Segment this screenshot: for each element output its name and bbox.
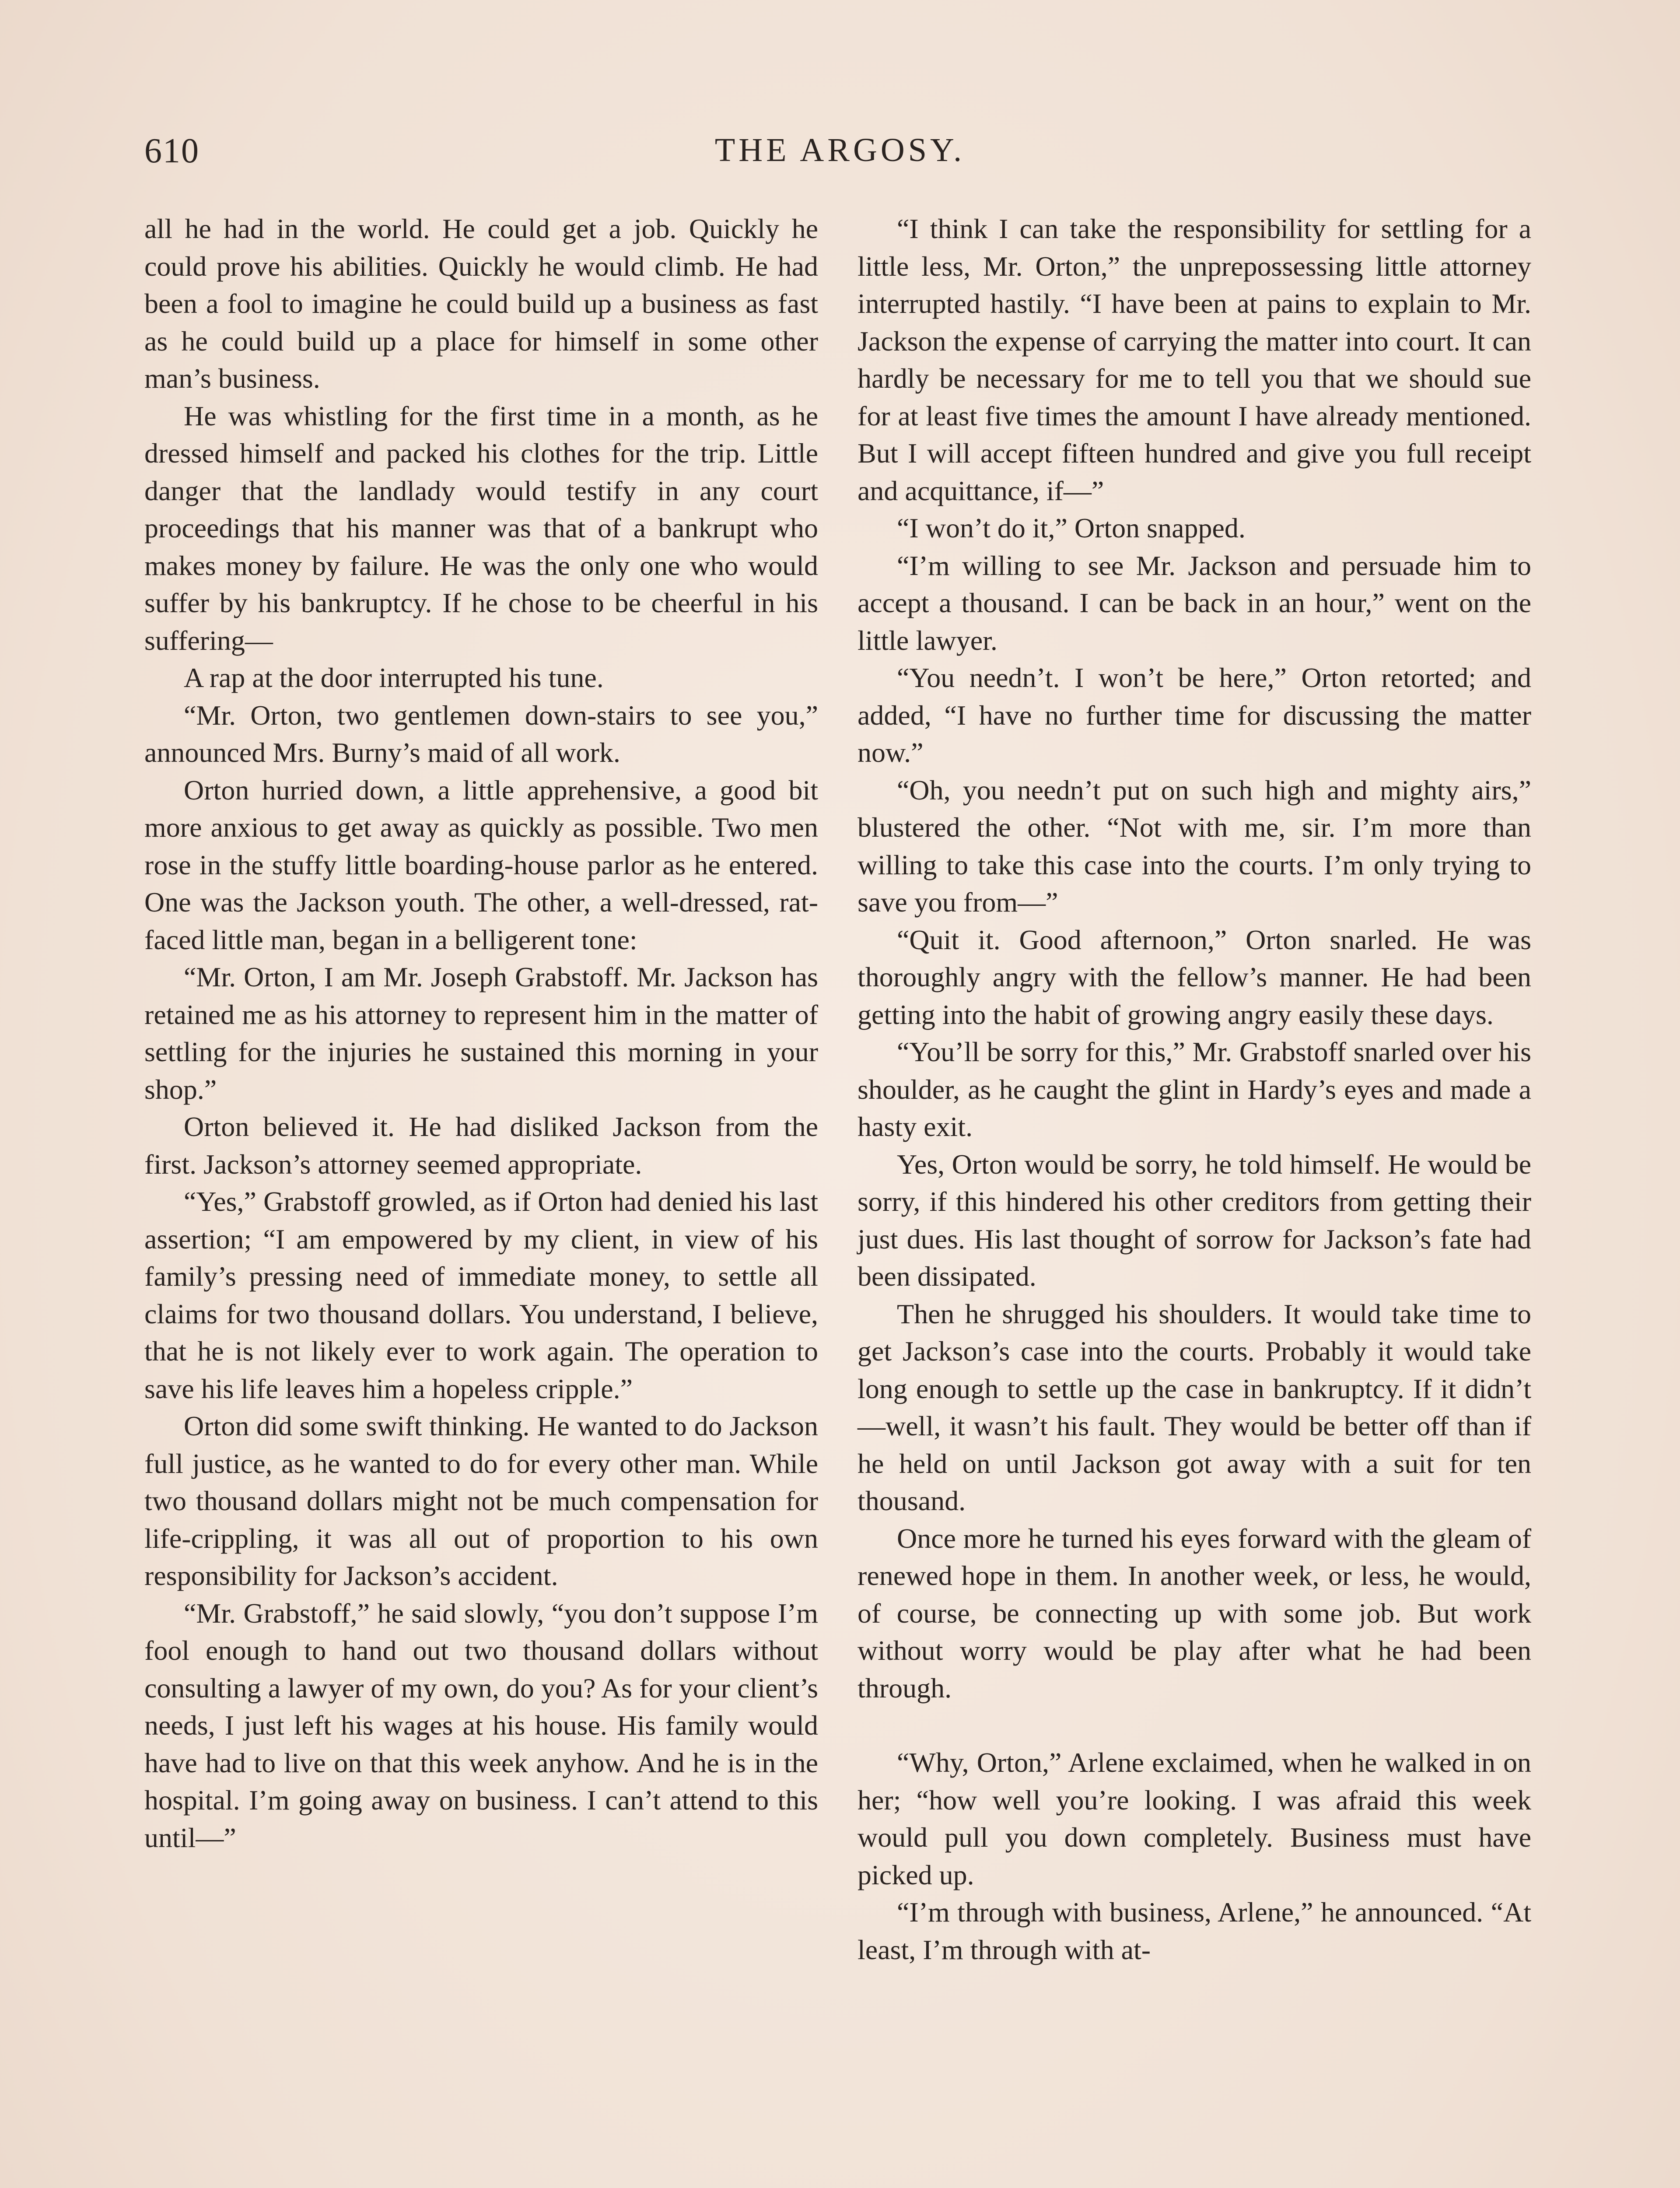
paragraph: “Yes,” Grabstoff growled, as if Orton had denied his last assertion; “I am empowered by my client, in view of his family’s pressing need of immediate money, to settle all claims for two thousand dollars. You understand, I believe, that he is not likely ever to work again. The operation to save his life leaves him a hopeless cripple.” xyxy=(144,1186,818,1404)
paragraph: A rap at the door interrupted his tune. xyxy=(184,662,604,693)
paragraph: “I’m through with business, Arlene,” he announced. “At least, I’m through with at- xyxy=(858,1897,1531,1965)
paragraph: “Mr. Grabstoff,” he said slowly, “you don’t suppose I’m fool enough to hand out two thousand dollars without consulting a lawyer of my own, do you? As for your client’s needs, I just left his wages at his house. His family would have had to live on that this week anyhow. And he is in the hospital. I’m going away on business. I can’t attend to this until—” xyxy=(144,1597,818,1853)
left-column xyxy=(144,210,818,1856)
paragraph: “Mr. Orton, I am Mr. Joseph Grabstoff. Mr. Jackson has retained me as his attorney to represent him in the matter of settling for the injuries he sustained this morning in your shop.” xyxy=(144,961,818,1105)
paragraph: “Quit it. Good afternoon,” Orton snarled. He was thoroughly angry with the fellow’s manner. He had been getting into the habit of growing angry easily these days. xyxy=(858,924,1531,1030)
paragraph: “You needn’t. I won’t be here,” Orton retorted; and added, “I have no further time for discussing the matter now.” xyxy=(858,662,1531,768)
paragraph: “Mr. Orton, two gentlemen down-stairs to see you,” announced Mrs. Burny’s maid of all work. xyxy=(144,699,818,768)
paragraph: Orton did some swift thinking. He wanted to do Jackson full justice, as he wanted to do for every other man. While two thousand dollars might not be much compensation for life-crippling, it was all out of proportion to his own responsibility for Jackson’s accident. xyxy=(144,1410,818,1591)
paragraph: “Oh, you needn’t put on such high and mighty airs,” blustered the other. “Not with me, sir. I’m more than willing to take this case into the courts. I’m only trying to save you from—” xyxy=(858,774,1531,918)
paragraph: all he had in the world. He could get a job. Quickly he could prove his abilities. Quickly he would climb. He had been a fool to imagine he could build up a business as fast as he could build up a place for himself in some other man’s business. xyxy=(144,213,818,394)
paragraph: He was whistling for the first time in a month, as he dressed himself and packed his clothes for the trip. Little danger that the landlady would testify in any court proceedings that his manner was that of a bankrupt who makes money by failure. He was the only one who would suffer by his bankruptcy. If he chose to be cheerful in his suffering— xyxy=(144,400,818,656)
paragraph: Yes, Orton would be sorry, he told himself. He would be sorry, if this hindered his other creditors from getting their just dues. His last thought of sorrow for Jackson’s fate had been dissipated. xyxy=(858,1148,1531,1292)
paragraph: “I won’t do it,” Orton snapped. xyxy=(897,512,1246,543)
right-column xyxy=(858,210,1531,1968)
page-number: 610 xyxy=(144,132,200,170)
paragraph: Orton believed it. He had disliked Jackson from the first. Jackson’s attorney seemed appropriate. xyxy=(144,1111,818,1180)
paragraph: “I think I can take the responsibility for settling for a little less, Mr. Orton,” the unprepossessing little attorney interrupted hastily. “I have been at pains to explain to Mr. Jackson the expense of carrying the matter into court. It can hardly be necessary for me to tell you that we should sue for at least five times the amount I have already mentioned. But I will accept fifteen hundred and give you full receipt and acquittance, if—” xyxy=(858,213,1531,506)
page-header xyxy=(144,131,1536,188)
paragraph: “I’m willing to see Mr. Jackson and persuade him to accept a thousand. I can be back in an hour,” went on the little lawyer. xyxy=(858,550,1531,656)
running-title: THE ARGOSY. xyxy=(714,132,966,168)
paragraph: Orton hurried down, a little apprehensive, a good bit more anxious to get away as quickly as possible. Two men rose in the stuffy little boarding-house parlor as he entered. One was the Jackson youth. The other, a well-dressed, rat-faced little man, began in a belligerent tone: xyxy=(144,774,818,955)
paragraph: “You’ll be sorry for this,” Mr. Grabstoff snarled over his shoulder, as he caught the glint in Hardy’s eyes and made a hasty exit. xyxy=(858,1036,1531,1142)
paragraph: “Why, Orton,” Arlene exclaimed, when he walked in on her; “how well you’re looking. I was afraid this week would pull you down completely. Business must have picked up. xyxy=(858,1747,1531,1890)
paragraph: Then he shrugged his shoulders. It would take time to get Jackson’s case into the courts. Probably it would take long enough to settle up the case in bankruptcy. If it didn’t—well, it wasn’t his fault. They would be better off than if he held on until Jackson got away with a suit for ten thousand. xyxy=(858,1298,1531,1516)
paragraph: Once more he turned his eyes forward with the gleam of renewed hope in them. In another week, or less, he would, of course, be connecting up with some job. But work without worry would be play after what he had been through. xyxy=(858,1522,1531,1704)
